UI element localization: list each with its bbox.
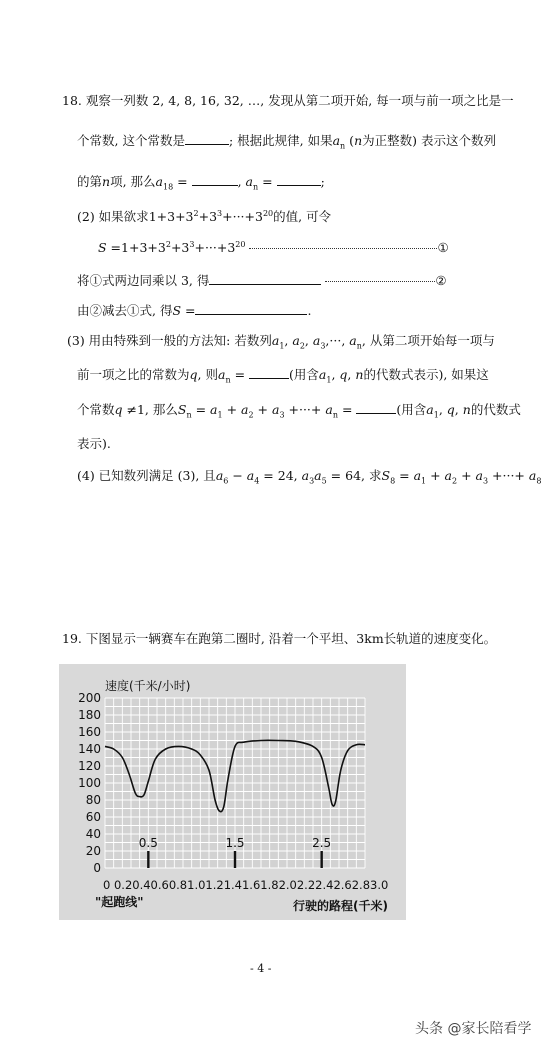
q18-text: 将①式两边同乘以 3, 得 (77, 273, 210, 288)
math-expr: +···+3 (194, 240, 236, 256)
q18-text: + (222, 402, 242, 417)
math-var: a (444, 468, 452, 483)
q19-text: 19. 下图显示一辆赛车在跑第二圈时, 沿着一个平坦、3km长轨道的速度变化。 (62, 631, 497, 646)
math-sup: 3 (217, 208, 223, 218)
q18-text: 个常数, 这个常数是 (77, 133, 185, 148)
q18-text: 的第 (77, 174, 103, 189)
y-tick-label: 200 (78, 691, 101, 705)
q18-text: , (284, 333, 293, 348)
math-sub: 2 (452, 476, 458, 486)
q18-text: , 则 (197, 367, 218, 382)
q18-part4 (77, 466, 541, 486)
math-sub: 1 (433, 410, 439, 420)
distance-marker-label: 2.5 (312, 835, 332, 850)
q18-text: ≠1, 那么 (122, 402, 178, 417)
q18-text: 个常数 (77, 402, 115, 417)
q18-text: 的代数式 (470, 402, 521, 417)
math-var: S (172, 303, 182, 318)
math-var: a (475, 468, 483, 483)
math-sub: n (186, 410, 192, 420)
q18-line2 (77, 131, 496, 151)
math-var: a (318, 367, 327, 382)
speed-chart (59, 664, 406, 920)
math-var: n (354, 133, 363, 148)
answer-blank-eq2[interactable] (209, 272, 321, 285)
y-tick-label: 20 (85, 844, 101, 858)
speed-chart-svg (59, 664, 406, 920)
math-var: a (241, 402, 249, 417)
q18-text: 表示). (77, 436, 111, 451)
math-var: a (246, 468, 255, 483)
q18-text: , (347, 367, 356, 382)
q18-part3-line2 (77, 365, 489, 385)
math-expr: +3 (170, 240, 190, 256)
q18-text: , 从第二项开始每一项与 (361, 333, 495, 348)
math-sub: 3 (279, 410, 285, 420)
q18-text: , 求 (361, 468, 382, 483)
math-var: q (114, 402, 123, 417)
y-tick-label: 40 (85, 827, 101, 841)
math-sub: 8 (536, 476, 542, 486)
math-var: a (349, 333, 357, 348)
q18-text: (3) 用由特殊到一般的方法知: 若数列 (67, 333, 272, 348)
y-tick-label: 100 (78, 776, 101, 790)
math-var: a (292, 333, 300, 348)
math-sub: 3 (320, 341, 326, 351)
math-sub: 18 (162, 182, 174, 192)
dotted-leader (325, 281, 435, 282)
y-tick-label: 60 (85, 810, 101, 824)
math-var: a (332, 133, 341, 148)
y-tick-labels (78, 691, 101, 875)
q18-text: = (395, 468, 414, 483)
math-sub: 1 (421, 476, 427, 486)
math-sub: 2 (248, 410, 254, 420)
q18-number: 18. (62, 93, 82, 108)
y-tick-label: 0 (93, 861, 101, 875)
q18-text: , (454, 402, 463, 417)
distance-marker-label: 1.5 (225, 835, 245, 850)
equation-marker: ② (435, 273, 447, 288)
math-sub: 1 (326, 375, 332, 385)
q18-text: = (230, 367, 250, 382)
math-sub: 1 (217, 410, 223, 420)
answer-blank-an-general[interactable] (249, 366, 289, 379)
q18-text: 的代数式表示), 如果这 (363, 367, 489, 382)
q18-text: 的值, 可令 (273, 209, 332, 224)
answer-blank-sn[interactable] (356, 401, 396, 414)
math-var: n (355, 367, 364, 382)
math-var: a (271, 333, 280, 348)
q18-part3-line3 (77, 400, 521, 420)
q18-text: + (457, 468, 476, 483)
math-var: a (245, 174, 253, 189)
distance-marker-label: 0.5 (138, 835, 158, 850)
math-var: a (325, 402, 333, 417)
answer-blank-ratio[interactable] (185, 132, 229, 145)
math-var: n (462, 402, 471, 417)
q18-text: = (181, 303, 196, 318)
q18-text: . (307, 303, 312, 318)
y-tick-label: 120 (78, 759, 101, 773)
q18-text: (用含 (396, 402, 427, 417)
math-sub: n (340, 141, 346, 151)
math-sup: 3 (189, 240, 195, 249)
answer-blank-sum[interactable] (195, 302, 307, 315)
math-sup: 20 (235, 240, 246, 249)
math-var: a (312, 333, 321, 348)
q18-part3-line1 (67, 331, 495, 351)
math-var: a (210, 402, 218, 417)
math-expr: +···+3 (222, 209, 263, 224)
q18-text: ,···, (325, 333, 350, 348)
q18-line1-text: 观察一列数 2, 4, 8, 16, 32, …, 发现从第二项开始, 每一项与前一项之比是一 (85, 93, 514, 108)
math-var: a (217, 367, 226, 382)
q18-text: 前一项之比的常数为 (77, 367, 190, 382)
q18-text: − (228, 468, 247, 483)
q18-text: = 64 (326, 468, 362, 483)
math-sub: 3 (482, 476, 489, 486)
q18-text: 项, 那么 (110, 174, 156, 189)
q18-text: = (337, 402, 357, 417)
q18-text: , (438, 402, 447, 417)
math-var: S (381, 468, 391, 483)
page-number: - 4 - (250, 962, 272, 975)
math-var: a (271, 402, 280, 417)
q18-line1 (62, 91, 514, 109)
q18-text: (用含 (289, 367, 319, 382)
q18-text: , (237, 174, 246, 189)
math-var: a (426, 402, 434, 417)
math-var: S (98, 240, 107, 256)
start-line-label: "起跑线" (95, 895, 144, 909)
math-sub: 6 (223, 476, 229, 486)
math-var: a (528, 468, 537, 483)
q18-text: , (331, 367, 340, 382)
math-expr: =1+3+3 (106, 240, 166, 256)
y-tick-label: 180 (78, 708, 101, 722)
q18-text: +···+ (284, 402, 326, 417)
q18-text: ; 根据此规律, 如果 (228, 133, 333, 148)
math-var: q (339, 367, 348, 382)
math-sub: n (332, 410, 338, 420)
math-var: a (314, 468, 322, 483)
q18-text: ; (320, 174, 325, 189)
math-sup: 2 (165, 240, 171, 249)
math-sup: 20 (262, 208, 274, 218)
q18-text: = 24, (259, 468, 302, 483)
math-expr: 1+3+3 (148, 209, 194, 224)
q18-text: , (304, 333, 313, 348)
q18-text: +···+ (488, 468, 529, 483)
q18-part2 (77, 207, 331, 225)
q18-text: + (253, 402, 272, 417)
math-sub: 3 (309, 476, 315, 486)
math-sub: 5 (321, 476, 327, 486)
q18-text: = (173, 174, 192, 189)
equation-2 (77, 271, 447, 289)
math-var: q (446, 402, 455, 417)
equation-3 (77, 301, 311, 319)
dotted-leader (249, 248, 437, 249)
math-sup: 2 (193, 208, 199, 218)
math-var: a (155, 174, 163, 189)
y-tick-label: 160 (78, 725, 101, 739)
q18-text: + (426, 468, 445, 483)
math-var: a (301, 468, 310, 483)
math-sub: 8 (390, 476, 396, 486)
q18-text: ( (345, 133, 355, 148)
math-var: a (413, 468, 422, 483)
x-axis-label: 行驶的路程(千米) (293, 899, 388, 913)
y-axis-label: 速度(千米/小时) (105, 679, 191, 693)
math-sub: 4 (254, 476, 260, 486)
equation-1 (98, 240, 449, 255)
x-tick-labels: 0 0.20.40.60.81.01.21.41.61.82.02.22.42.62.83.0 (103, 878, 389, 892)
math-sub: 2 (299, 341, 305, 351)
q18-text: (4) 已知数列满足 (3), 且 (77, 468, 216, 483)
answer-blank-a18[interactable] (192, 173, 238, 186)
q18-text: (2) 如果欲求 (77, 209, 149, 224)
q18-line3 (77, 172, 325, 192)
math-var: n (102, 174, 111, 189)
math-var: S (177, 402, 187, 417)
math-var: a (215, 468, 224, 483)
math-sub: 1 (279, 341, 285, 351)
q18-text: 由②减去①式, 得 (77, 303, 173, 318)
q18-text: 为正整数) 表示这个数列 (362, 133, 496, 148)
y-tick-label: 80 (85, 793, 101, 807)
math-sub: n (356, 341, 362, 351)
equation-marker: ① (437, 240, 449, 256)
q18-part3-line4 (77, 434, 111, 452)
math-sub: n (225, 375, 231, 385)
math-expr: +3 (198, 209, 218, 224)
watermark: 头条 @家长陪看学 (415, 1021, 532, 1037)
q18-text: = (258, 174, 277, 189)
math-var: q (189, 367, 198, 382)
math-sub: n (253, 182, 259, 192)
answer-blank-an[interactable] (277, 173, 321, 186)
q18-text: = (191, 402, 211, 417)
y-tick-label: 140 (78, 742, 101, 756)
